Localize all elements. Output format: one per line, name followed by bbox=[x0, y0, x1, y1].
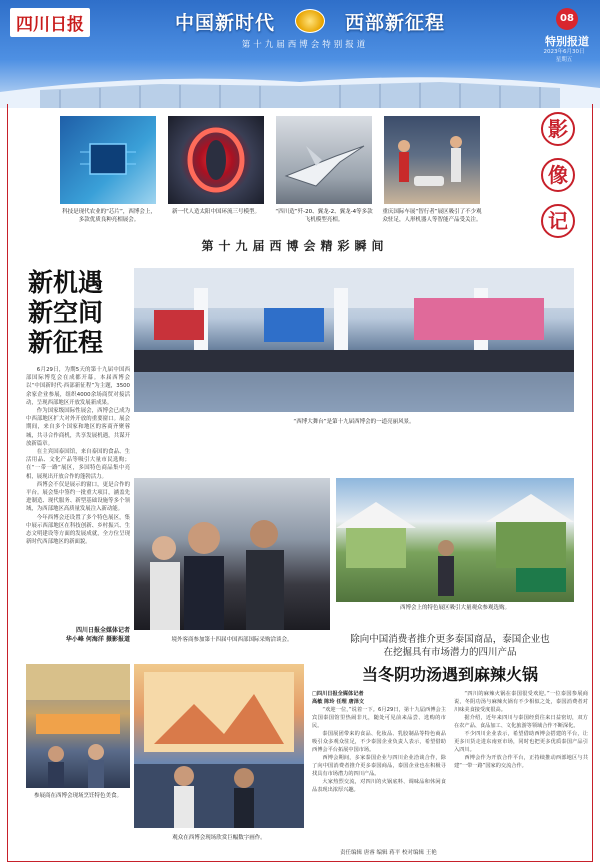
side-title-char: 记 bbox=[541, 204, 575, 238]
photo-expo-hall bbox=[134, 268, 574, 412]
tokamak-model-icon bbox=[168, 116, 264, 204]
banner-left-text: 中国新时代 bbox=[175, 11, 276, 34]
section-label: 特别报道 bbox=[545, 35, 589, 48]
paragraph: 大家热烈交流，对四川的火锅底料、调味品和休闲食品表现出浓厚兴趣。 bbox=[312, 779, 446, 793]
story2-author-names: 高敏 陈玲 任理 唐泽文 bbox=[312, 699, 365, 705]
paragraph: 泰国展团带来的食品、化妆品、乳胶制品等特色商品吸引众多观众驻足，不少泰国企业负责人表示，希望借助西博会平台拓展中国市场。 bbox=[312, 731, 446, 753]
weekday-text: 星期五 bbox=[555, 57, 573, 63]
issue-date bbox=[530, 48, 598, 64]
section-title-vertical bbox=[534, 112, 582, 238]
photo-row-title: 第十九届西博会精彩瞬间 bbox=[201, 239, 389, 253]
photo-exhibition-tents bbox=[336, 478, 574, 602]
banner-right-text: 西部新征程 bbox=[344, 11, 445, 34]
headline-line: 新空间 bbox=[28, 298, 104, 327]
paragraph: 西博会期间，多家泰国企业与四川企业洽谈合作，除了向中国消费者推介更多泰国商品，泰国企业也在积极寻找具有市场潜力的四川产品。 bbox=[312, 755, 446, 777]
tents-scene-illustration bbox=[336, 478, 574, 602]
aircraft-model-icon bbox=[276, 116, 372, 204]
paragraph: “四川的麻辣火锅在泰国很受欢迎。”一位泰国参展商说，冬阴功汤与麻辣火锅有不少相似之处，泰国消费者对川味美食接受度很高。 bbox=[454, 691, 588, 713]
caption-expo-hall: “西博大舞台”是第十九届西博会的一道亮丽风景。 bbox=[293, 419, 415, 425]
caption-robot-visitors: 重庆国际车展“智行者”展区吸引了不少观众驻足，人形机器人等智能产品受关注。 bbox=[382, 209, 482, 223]
photo-seeds bbox=[60, 116, 156, 204]
photo-robot-visitors bbox=[384, 116, 480, 204]
photo-aircraft-models bbox=[276, 116, 372, 204]
deck-line: 除向中国消费者推介更多泰国商品，泰国企业也 bbox=[350, 634, 550, 645]
photo-digital-painting bbox=[134, 664, 304, 828]
photo-foreign-visitors bbox=[134, 478, 330, 630]
hall-scene-illustration bbox=[134, 268, 574, 412]
expo-emblem-icon bbox=[295, 9, 325, 33]
masthead bbox=[0, 0, 600, 108]
date-text: 2023年6月30日 bbox=[543, 49, 585, 55]
photo-food-stall bbox=[26, 664, 130, 788]
chip-illustration-icon bbox=[60, 116, 156, 204]
theme-banner bbox=[175, 8, 445, 34]
paragraph: 6月29日，为期5天的第十九届中国西部国际博览会在成都开幕。本届西博会以“中国新时代·西部新征程”为主题，3500余家企业参展，组织4000余场商贸对接活动，呈现西部地区开放发展新成果。 bbox=[26, 367, 130, 406]
paragraph: “欢迎一位，”说着一下。6月29日，第十九届西博会主宾国泰国馆里热闹非凡，随处可见前来品尝、选购的市民。 bbox=[312, 707, 446, 729]
lead-byline bbox=[26, 626, 130, 644]
digital-painting-illustration bbox=[134, 664, 304, 828]
food-stall-illustration bbox=[26, 664, 130, 788]
newspaper-logo: 四川日报 bbox=[10, 8, 90, 37]
deck-line: 在挖掘具有市场潜力的四川产品 bbox=[383, 647, 517, 658]
paragraph: 据介绍，近年来四川与泰国经贸往来日益密切，双方在农产品、食品加工、文化旅游等领域合作不断深化。 bbox=[454, 715, 588, 729]
story2-column-2 bbox=[454, 690, 588, 770]
story2-deck bbox=[310, 633, 590, 659]
caption-exhibition-tents: 西博会上的特色展区吸引大量观众参观选购。 bbox=[399, 605, 510, 611]
lead-headline bbox=[28, 268, 128, 358]
byline-names: 华小峰 何海洋 摄影报道 bbox=[65, 636, 130, 643]
paragraph: 作为国家级国际性展会，西博会已成为中西部地区扩大对外开放的重要窗口。展会期间，来自多个国家和地区的客商齐聚蓉城，共寻合作商机，共享发展机遇，共谋开放新篇章。 bbox=[26, 408, 130, 447]
paragraph: 不少四川企业表示，希望借助西博会搭建的平台，让更多川货走进东南亚市场，同时也把更多优质泰国产品引入四川。 bbox=[454, 731, 588, 753]
byline-role: 四川日报全媒体记者 bbox=[75, 627, 130, 634]
story2-column-1 bbox=[312, 690, 446, 794]
paragraph: 西博会作为开放合作平台，正持续推动西部地区与共建“一带一路”国家的交流合作。 bbox=[454, 755, 588, 769]
caption-aircraft-models: “四川造”歼-20、翼龙-2、翼龙-4等多款飞机模型亮相。 bbox=[275, 209, 373, 223]
page-number: 08 bbox=[556, 8, 578, 30]
caption-artificial-sun: 新一代人造太阳中国环流三号模型。 bbox=[171, 209, 260, 215]
headline-line: 新机遇 bbox=[28, 268, 104, 297]
caption-digital-painting: 观众在西博会现场欣赏巨幅数字画作。 bbox=[172, 835, 266, 841]
story2-headline: 当冬阴功汤遇到麻辣火锅 bbox=[361, 665, 538, 684]
side-title-char: 像 bbox=[541, 158, 575, 192]
side-title-char: 影 bbox=[541, 112, 575, 146]
caption-food-stall: 参展商在西博会现场烹饪特色美食。 bbox=[33, 793, 122, 799]
paragraph: 今年西博会还设置了多个特色展区，集中展示西部地区在科技创新、乡村振兴、生态文明建设等方面的发展成就，全方位呈现新时代西部地区的新面貌。 bbox=[26, 514, 130, 546]
paragraph: 西博会不仅是展示的窗口，更是合作的平台。展会集中签约一批重大项目，涵盖先进制造、现代服务、新型基础设施等多个领域，为西部地区高质量发展注入新动能。 bbox=[26, 481, 130, 513]
editor-credits: 责任编辑 唐睿 编辑 蒋平 校对编辑 王艳 bbox=[340, 850, 437, 856]
lead-article-body bbox=[26, 366, 130, 546]
robot-dog-icon bbox=[384, 116, 480, 204]
headline-line: 新征程 bbox=[28, 328, 104, 357]
caption-seeds: 科技是现代农业的“芯片”，西博会上，多款优质良种亮相展会。 bbox=[62, 209, 156, 223]
photo-artificial-sun bbox=[168, 116, 264, 204]
paragraph: 在主宾国泰国馆，来自泰国的食品、生活用品、文化产品等吸引大量市民选购；在“一带一路”展区，多国特色商品集中亮相，展现出开放合作的蓬勃活力。 bbox=[26, 449, 130, 480]
exhibition-hall-skyline bbox=[0, 62, 600, 108]
caption-foreign-visitors: 境外客商参加第十四届中国西部国际采购洽谈会。 bbox=[171, 637, 293, 643]
visitors-scene-illustration bbox=[134, 478, 330, 630]
sub-banner: 第十九届西博会特别报道 bbox=[241, 40, 369, 50]
story2-author-role: □四川日报全媒体记者 bbox=[312, 691, 364, 697]
